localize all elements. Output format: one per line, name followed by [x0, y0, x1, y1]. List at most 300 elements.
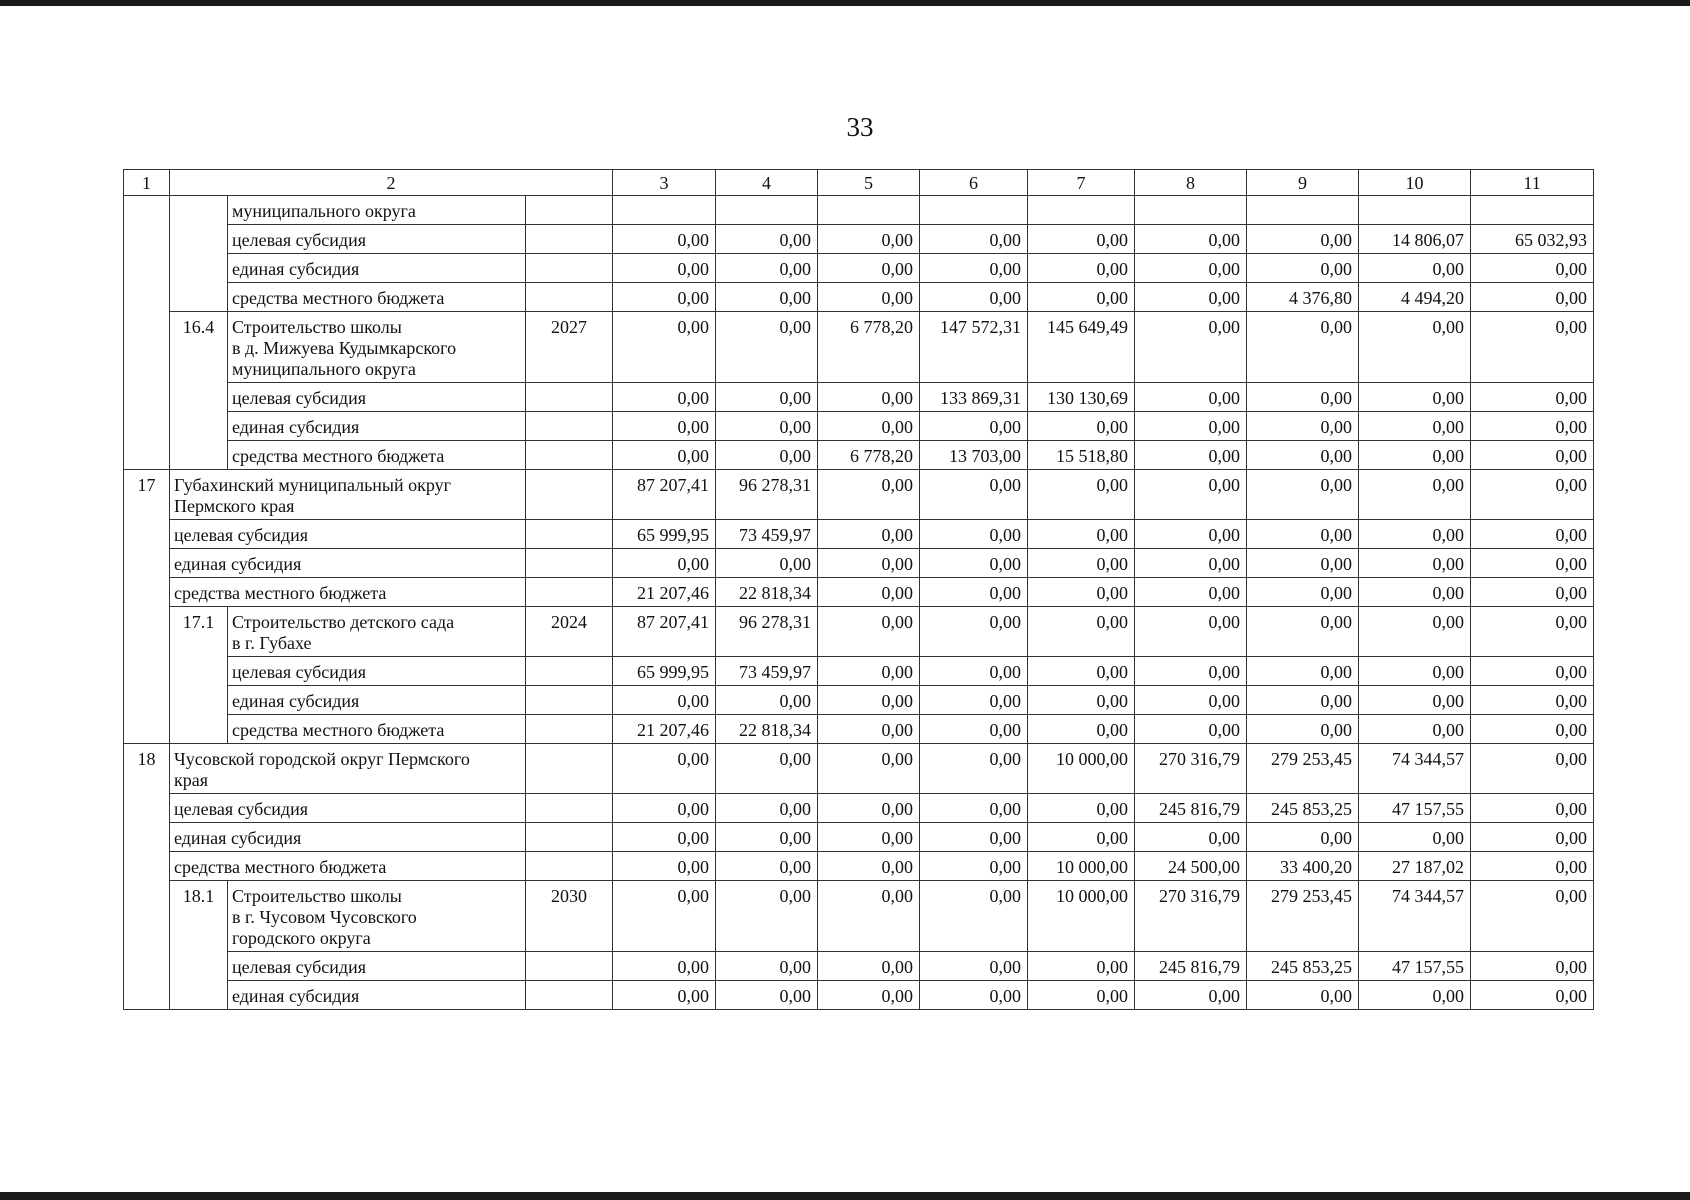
- year-cell: [526, 470, 613, 520]
- value-cell: [1135, 196, 1247, 225]
- value-cell: 0,00: [716, 981, 818, 1010]
- value-cell: 0,00: [613, 852, 716, 881]
- value-cell: 0,00: [1359, 607, 1471, 657]
- value-cell: 0,00: [1359, 412, 1471, 441]
- funding-source-label: муниципального округа: [228, 196, 526, 225]
- value-cell: 0,00: [920, 715, 1028, 744]
- value-cell: 0,00: [613, 823, 716, 852]
- value-cell: 0,00: [920, 852, 1028, 881]
- funding-source-label: целевая субсидия: [228, 657, 526, 686]
- value-cell: 0,00: [1135, 981, 1247, 1010]
- value-cell: 0,00: [1135, 823, 1247, 852]
- funding-row: [124, 383, 1594, 412]
- value-cell: 0,00: [1359, 383, 1471, 412]
- value-cell: 24 500,00: [1135, 852, 1247, 881]
- value-cell: 0,00: [716, 744, 818, 794]
- value-cell: [716, 196, 818, 225]
- value-cell: 4 376,80: [1247, 283, 1359, 312]
- year-cell: 2027: [526, 312, 613, 383]
- value-cell: 0,00: [716, 549, 818, 578]
- value-cell: 0,00: [1135, 254, 1247, 283]
- value-cell: 145 649,49: [1028, 312, 1135, 383]
- value-cell: 0,00: [920, 470, 1028, 520]
- value-cell: 0,00: [613, 441, 716, 470]
- value-cell: 10 000,00: [1028, 744, 1135, 794]
- value-cell: 0,00: [1135, 607, 1247, 657]
- subitem-number-cell: 18.1: [170, 881, 228, 952]
- funding-source-label: средства местного бюджета: [228, 715, 526, 744]
- value-cell: 0,00: [1135, 657, 1247, 686]
- budget-table: [123, 169, 1594, 1010]
- main-number-cell: [124, 952, 170, 981]
- value-cell: 0,00: [1135, 549, 1247, 578]
- year-cell: [526, 520, 613, 549]
- funding-source-label: единая субсидия: [228, 412, 526, 441]
- value-cell: 0,00: [1247, 412, 1359, 441]
- value-cell: 96 278,31: [716, 470, 818, 520]
- value-cell: 0,00: [818, 794, 920, 823]
- value-cell: 0,00: [1028, 794, 1135, 823]
- year-cell: 2030: [526, 881, 613, 952]
- funding-row: [124, 715, 1594, 744]
- value-cell: 0,00: [1247, 225, 1359, 254]
- value-cell: 87 207,41: [613, 470, 716, 520]
- project-name: Строительство школы в д. Мижуева Кудымкарского муниципального округа: [228, 312, 526, 383]
- main-number-cell: [124, 283, 170, 312]
- year-cell: [526, 686, 613, 715]
- main-number-cell: [124, 225, 170, 254]
- value-cell: 0,00: [1135, 412, 1247, 441]
- value-cell: 0,00: [1247, 383, 1359, 412]
- value-cell: [613, 196, 716, 225]
- value-cell: 0,00: [716, 412, 818, 441]
- project-row: [124, 312, 1594, 383]
- value-cell: 0,00: [1135, 283, 1247, 312]
- funding-row: [124, 225, 1594, 254]
- funding-row: [124, 657, 1594, 686]
- value-cell: 0,00: [818, 383, 920, 412]
- value-cell: 0,00: [920, 520, 1028, 549]
- value-cell: 0,00: [1028, 254, 1135, 283]
- value-cell: 0,00: [1471, 254, 1594, 283]
- value-cell: 0,00: [1028, 715, 1135, 744]
- value-cell: 0,00: [716, 686, 818, 715]
- funding-row: [124, 823, 1594, 852]
- value-cell: 270 316,79: [1135, 881, 1247, 952]
- value-cell: 0,00: [613, 254, 716, 283]
- value-cell: 0,00: [1135, 383, 1247, 412]
- subitem-number-cell: 17.1: [170, 607, 228, 657]
- main-number-cell: [124, 981, 170, 1010]
- funding-row: [124, 196, 1594, 225]
- main-number-cell: [124, 607, 170, 657]
- value-cell: 0,00: [1247, 549, 1359, 578]
- value-cell: 0,00: [1028, 607, 1135, 657]
- main-number-cell: [124, 520, 170, 549]
- value-cell: 0,00: [1471, 383, 1594, 412]
- column-header: 5: [818, 170, 920, 196]
- value-cell: 21 207,46: [613, 578, 716, 607]
- value-cell: 0,00: [1471, 578, 1594, 607]
- value-cell: 0,00: [1028, 549, 1135, 578]
- value-cell: 0,00: [1471, 852, 1594, 881]
- value-cell: 0,00: [818, 412, 920, 441]
- value-cell: 0,00: [818, 549, 920, 578]
- value-cell: 0,00: [1247, 981, 1359, 1010]
- value-cell: 130 130,69: [1028, 383, 1135, 412]
- funding-row: [124, 981, 1594, 1010]
- year-cell: [526, 383, 613, 412]
- value-cell: 0,00: [1028, 412, 1135, 441]
- value-cell: 0,00: [1247, 312, 1359, 383]
- value-cell: 0,00: [1471, 607, 1594, 657]
- value-cell: 0,00: [1247, 520, 1359, 549]
- value-cell: 47 157,55: [1359, 794, 1471, 823]
- value-cell: 0,00: [613, 225, 716, 254]
- subitem-number-cell: [170, 383, 228, 412]
- value-cell: 0,00: [613, 283, 716, 312]
- value-cell: 0,00: [818, 520, 920, 549]
- value-cell: 0,00: [1359, 578, 1471, 607]
- value-cell: 0,00: [1028, 225, 1135, 254]
- value-cell: 0,00: [1028, 578, 1135, 607]
- value-cell: 0,00: [716, 441, 818, 470]
- value-cell: 0,00: [716, 881, 818, 952]
- funding-source-label: средства местного бюджета: [170, 852, 526, 881]
- value-cell: 0,00: [1247, 470, 1359, 520]
- project-name: Строительство детского сада в г. Губахе: [228, 607, 526, 657]
- value-cell: 6 778,20: [818, 312, 920, 383]
- value-cell: 0,00: [1471, 470, 1594, 520]
- value-cell: 0,00: [920, 794, 1028, 823]
- column-header: 4: [716, 170, 818, 196]
- year-cell: [526, 225, 613, 254]
- main-number-cell: [124, 312, 170, 383]
- year-cell: [526, 254, 613, 283]
- funding-row: [124, 412, 1594, 441]
- value-cell: 0,00: [818, 823, 920, 852]
- value-cell: [1359, 196, 1471, 225]
- year-cell: [526, 744, 613, 794]
- value-cell: 33 400,20: [1247, 852, 1359, 881]
- value-cell: 0,00: [920, 657, 1028, 686]
- scan-top-edge: [0, 0, 1690, 6]
- value-cell: 0,00: [1028, 657, 1135, 686]
- value-cell: 10 000,00: [1028, 881, 1135, 952]
- value-cell: 0,00: [1247, 715, 1359, 744]
- value-cell: 0,00: [920, 881, 1028, 952]
- value-cell: 0,00: [1247, 657, 1359, 686]
- value-cell: 0,00: [920, 578, 1028, 607]
- value-cell: [818, 196, 920, 225]
- value-cell: 0,00: [818, 283, 920, 312]
- value-cell: 0,00: [1247, 578, 1359, 607]
- value-cell: 0,00: [920, 225, 1028, 254]
- value-cell: 245 853,25: [1247, 952, 1359, 981]
- project-row: [124, 881, 1594, 952]
- value-cell: 0,00: [1028, 952, 1135, 981]
- funding-source-label: целевая субсидия: [228, 952, 526, 981]
- value-cell: 245 816,79: [1135, 794, 1247, 823]
- value-cell: 0,00: [920, 981, 1028, 1010]
- main-number-cell: [124, 383, 170, 412]
- value-cell: 0,00: [1028, 823, 1135, 852]
- value-cell: 74 344,57: [1359, 881, 1471, 952]
- year-cell: [526, 657, 613, 686]
- value-cell: 0,00: [1359, 686, 1471, 715]
- value-cell: 27 187,02: [1359, 852, 1471, 881]
- value-cell: 0,00: [920, 283, 1028, 312]
- funding-source-label: единая субсидия: [228, 254, 526, 283]
- value-cell: 0,00: [1359, 441, 1471, 470]
- value-cell: 133 869,31: [920, 383, 1028, 412]
- value-cell: 279 253,45: [1247, 881, 1359, 952]
- municipality-row: [124, 744, 1594, 794]
- value-cell: 0,00: [1471, 657, 1594, 686]
- value-cell: [1247, 196, 1359, 225]
- value-cell: 0,00: [818, 578, 920, 607]
- main-number-cell: 17: [124, 470, 170, 520]
- project-name: Строительство школы в г. Чусовом Чусовского городского округа: [228, 881, 526, 952]
- value-cell: 0,00: [818, 225, 920, 254]
- value-cell: 0,00: [1359, 470, 1471, 520]
- value-cell: 0,00: [1247, 254, 1359, 283]
- value-cell: 0,00: [1135, 715, 1247, 744]
- value-cell: 0,00: [818, 952, 920, 981]
- main-number-cell: [124, 196, 170, 225]
- value-cell: 0,00: [920, 823, 1028, 852]
- funding-row: [124, 283, 1594, 312]
- value-cell: 0,00: [920, 412, 1028, 441]
- subitem-number-cell: [170, 686, 228, 715]
- column-header: 2: [170, 170, 613, 196]
- value-cell: 0,00: [1471, 952, 1594, 981]
- value-cell: 0,00: [1247, 607, 1359, 657]
- funding-row: [124, 520, 1594, 549]
- value-cell: 0,00: [818, 657, 920, 686]
- value-cell: 0,00: [818, 852, 920, 881]
- value-cell: 0,00: [1028, 686, 1135, 715]
- subitem-number-cell: [170, 952, 228, 981]
- value-cell: 0,00: [1135, 578, 1247, 607]
- subitem-number-cell: [170, 412, 228, 441]
- project-row: [124, 607, 1594, 657]
- value-cell: 0,00: [1135, 225, 1247, 254]
- year-cell: [526, 283, 613, 312]
- subitem-number-cell: [170, 441, 228, 470]
- value-cell: [1471, 196, 1594, 225]
- funding-source-label: единая субсидия: [170, 823, 526, 852]
- value-cell: 4 494,20: [1359, 283, 1471, 312]
- funding-source-label: единая субсидия: [228, 686, 526, 715]
- value-cell: 0,00: [818, 744, 920, 794]
- value-cell: 0,00: [1471, 794, 1594, 823]
- subitem-number-cell: [170, 225, 228, 254]
- value-cell: 6 778,20: [818, 441, 920, 470]
- value-cell: 0,00: [1471, 412, 1594, 441]
- subitem-number-cell: [170, 283, 228, 312]
- value-cell: 21 207,46: [613, 715, 716, 744]
- value-cell: 270 316,79: [1135, 744, 1247, 794]
- page-number: 33: [846, 112, 874, 142]
- main-number-cell: [124, 549, 170, 578]
- column-header: 3: [613, 170, 716, 196]
- funding-row: [124, 254, 1594, 283]
- value-cell: 0,00: [1471, 441, 1594, 470]
- main-number-cell: [124, 578, 170, 607]
- value-cell: 0,00: [1471, 715, 1594, 744]
- subitem-number-cell: [170, 715, 228, 744]
- value-cell: 0,00: [1135, 312, 1247, 383]
- funding-row: [124, 852, 1594, 881]
- value-cell: 0,00: [716, 283, 818, 312]
- value-cell: 0,00: [1471, 823, 1594, 852]
- main-number-cell: [124, 412, 170, 441]
- value-cell: 65 999,95: [613, 520, 716, 549]
- value-cell: 0,00: [716, 823, 818, 852]
- value-cell: 0,00: [1359, 312, 1471, 383]
- municipality-row: [124, 470, 1594, 520]
- main-number-cell: [124, 715, 170, 744]
- value-cell: 0,00: [818, 686, 920, 715]
- value-cell: 0,00: [818, 715, 920, 744]
- value-cell: 74 344,57: [1359, 744, 1471, 794]
- value-cell: 0,00: [1028, 470, 1135, 520]
- year-cell: [526, 549, 613, 578]
- column-header: 6: [920, 170, 1028, 196]
- value-cell: 0,00: [1135, 686, 1247, 715]
- value-cell: 0,00: [613, 952, 716, 981]
- funding-source-label: средства местного бюджета: [228, 283, 526, 312]
- year-cell: 2024: [526, 607, 613, 657]
- municipality-name: Чусовской городской округ Пермского края: [170, 744, 526, 794]
- value-cell: 0,00: [613, 744, 716, 794]
- value-cell: 0,00: [716, 312, 818, 383]
- value-cell: 10 000,00: [1028, 852, 1135, 881]
- value-cell: 73 459,97: [716, 520, 818, 549]
- value-cell: 0,00: [818, 607, 920, 657]
- value-cell: 0,00: [716, 952, 818, 981]
- value-cell: 0,00: [1359, 823, 1471, 852]
- subitem-number-cell: [170, 196, 228, 225]
- funding-source-label: средства местного бюджета: [170, 578, 526, 607]
- value-cell: 0,00: [613, 794, 716, 823]
- year-cell: [526, 196, 613, 225]
- value-cell: 0,00: [1471, 881, 1594, 952]
- funding-source-label: целевая субсидия: [170, 520, 526, 549]
- value-cell: [1028, 196, 1135, 225]
- subitem-number-cell: [170, 657, 228, 686]
- value-cell: [920, 196, 1028, 225]
- funding-source-label: единая субсидия: [170, 549, 526, 578]
- main-number-cell: [124, 441, 170, 470]
- value-cell: 15 518,80: [1028, 441, 1135, 470]
- year-cell: [526, 578, 613, 607]
- scan-bottom-edge: [0, 1192, 1690, 1200]
- value-cell: 0,00: [818, 470, 920, 520]
- value-cell: 0,00: [1471, 312, 1594, 383]
- column-header: 10: [1359, 170, 1471, 196]
- value-cell: 0,00: [1359, 715, 1471, 744]
- subitem-number-cell: [170, 981, 228, 1010]
- value-cell: 65 999,95: [613, 657, 716, 686]
- funding-row: [124, 794, 1594, 823]
- funding-source-label: средства местного бюджета: [228, 441, 526, 470]
- main-number-cell: [124, 823, 170, 852]
- funding-source-label: целевая субсидия: [228, 383, 526, 412]
- value-cell: 0,00: [1359, 520, 1471, 549]
- funding-row: [124, 686, 1594, 715]
- value-cell: 0,00: [716, 383, 818, 412]
- year-cell: [526, 794, 613, 823]
- column-header-row: [124, 170, 1594, 196]
- year-cell: [526, 852, 613, 881]
- value-cell: 0,00: [613, 981, 716, 1010]
- value-cell: 0,00: [1135, 441, 1247, 470]
- value-cell: 87 207,41: [613, 607, 716, 657]
- main-number-cell: [124, 852, 170, 881]
- column-header: 7: [1028, 170, 1135, 196]
- value-cell: 0,00: [920, 254, 1028, 283]
- value-cell: 14 806,07: [1359, 225, 1471, 254]
- value-cell: 0,00: [1471, 686, 1594, 715]
- value-cell: 0,00: [613, 383, 716, 412]
- year-cell: [526, 412, 613, 441]
- main-number-cell: [124, 254, 170, 283]
- year-cell: [526, 441, 613, 470]
- value-cell: 0,00: [920, 952, 1028, 981]
- value-cell: 0,00: [1028, 981, 1135, 1010]
- year-cell: [526, 823, 613, 852]
- value-cell: 0,00: [716, 852, 818, 881]
- funding-source-label: единая субсидия: [228, 981, 526, 1010]
- value-cell: 65 032,93: [1471, 225, 1594, 254]
- value-cell: 0,00: [818, 981, 920, 1010]
- value-cell: 0,00: [613, 312, 716, 383]
- value-cell: 0,00: [1247, 441, 1359, 470]
- funding-row: [124, 952, 1594, 981]
- year-cell: [526, 715, 613, 744]
- column-header: 1: [124, 170, 170, 196]
- funding-source-label: целевая субсидия: [228, 225, 526, 254]
- year-cell: [526, 981, 613, 1010]
- main-number-cell: [124, 794, 170, 823]
- value-cell: 0,00: [818, 881, 920, 952]
- value-cell: 0,00: [716, 254, 818, 283]
- municipality-name: Губахинский муниципальный округ Пермского края: [170, 470, 526, 520]
- value-cell: 0,00: [613, 881, 716, 952]
- year-cell: [526, 952, 613, 981]
- value-cell: 96 278,31: [716, 607, 818, 657]
- value-cell: 0,00: [1359, 254, 1471, 283]
- value-cell: 0,00: [613, 686, 716, 715]
- value-cell: 0,00: [613, 549, 716, 578]
- value-cell: 0,00: [920, 744, 1028, 794]
- column-header: 9: [1247, 170, 1359, 196]
- value-cell: 0,00: [716, 794, 818, 823]
- value-cell: 0,00: [1471, 549, 1594, 578]
- value-cell: 0,00: [1471, 981, 1594, 1010]
- value-cell: 0,00: [1359, 657, 1471, 686]
- value-cell: 147 572,31: [920, 312, 1028, 383]
- value-cell: 245 816,79: [1135, 952, 1247, 981]
- value-cell: 0,00: [1028, 520, 1135, 549]
- value-cell: 0,00: [613, 412, 716, 441]
- main-number-cell: 18: [124, 744, 170, 794]
- value-cell: 0,00: [1135, 520, 1247, 549]
- value-cell: 0,00: [920, 686, 1028, 715]
- funding-row: [124, 441, 1594, 470]
